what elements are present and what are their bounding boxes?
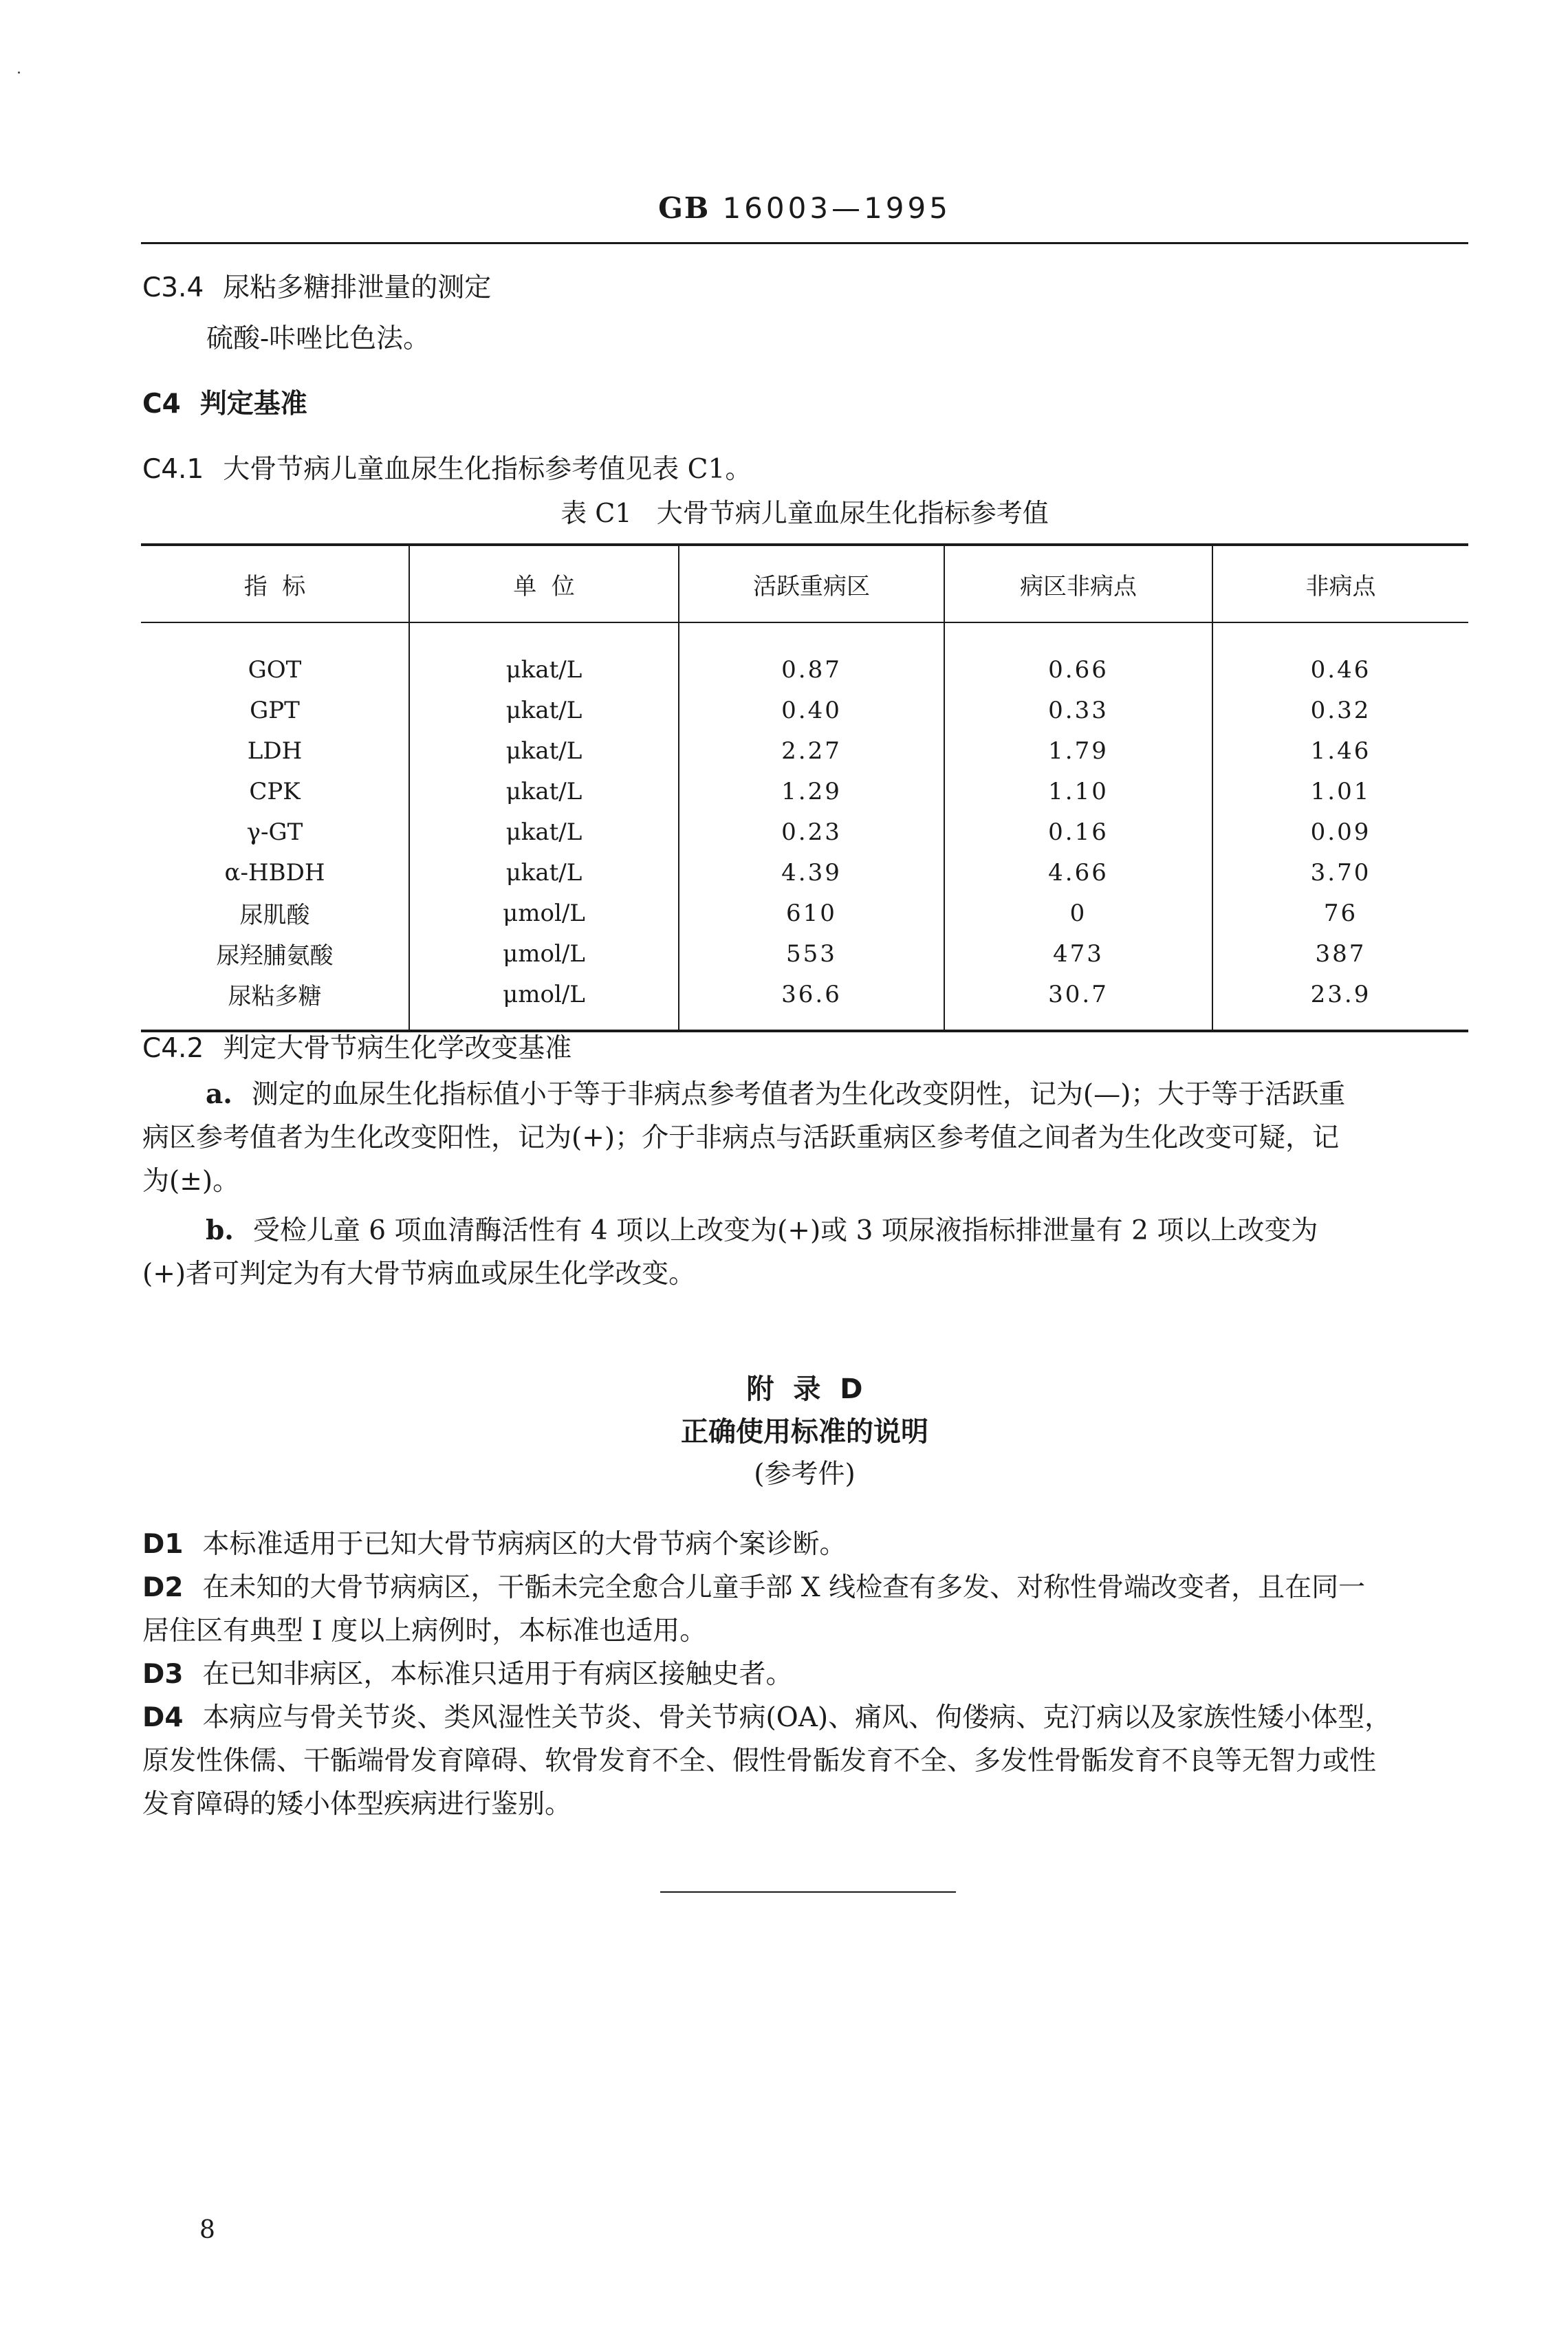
item-line: 原发性侏儒、干骺端骨发育障碍、软骨发育不全、假性骨骺发育不全、多发性骨骺发育不良等无智力或性 (142, 1746, 1377, 1776)
item-d4 (142, 1696, 1470, 1739)
section-number: C4.2 (142, 1033, 204, 1064)
cell-value: 0.32 (1212, 690, 1468, 730)
item-label: a. (206, 1078, 232, 1110)
cell-value: 4.66 (944, 852, 1212, 893)
item-number: D4 (142, 1702, 184, 1733)
section-title: 判定大骨节病生化学改变基准 (223, 1033, 572, 1064)
cell-indicator: γ-GT (246, 818, 303, 846)
table-row (141, 622, 1468, 690)
cell-value: 473 (944, 933, 1212, 974)
table-row (141, 812, 1468, 852)
item-line: 测定的血尿生化指标值小于等于非病点参考值者为生化改变阴性，记为(—)；大于等于活跃重 (251, 1079, 1346, 1110)
criterion-a (142, 1073, 1470, 1203)
cell-value: 0.40 (679, 690, 944, 730)
reference-values-table (141, 543, 1468, 1032)
appendix-title: 附 录 D (746, 1373, 863, 1405)
item-d2 (142, 1566, 1470, 1609)
header-rule (141, 242, 1468, 244)
cell-indicator: GPT (250, 696, 300, 724)
item-line: 发育障碍的矮小体型疾病进行鉴别。 (142, 1789, 572, 1820)
item-d1 (142, 1523, 1470, 1566)
table-row (141, 690, 1468, 730)
header-nonendemic-point: 非病点 (1212, 545, 1468, 622)
cell-value: 2.27 (679, 730, 944, 771)
cell-indicator: 尿肌酸 (239, 902, 310, 929)
item-number: D1 (142, 1529, 184, 1560)
section-text: 大骨节病儿童血尿生化指标参考值见表 C1。 (223, 454, 752, 485)
cell-value: 23.9 (1212, 974, 1468, 1031)
cell-value: 0.09 (1212, 812, 1468, 852)
cell-value: 0.66 (944, 622, 1212, 690)
criterion-b (142, 1209, 1470, 1296)
table-row (141, 974, 1468, 1031)
cell-value: 0.33 (944, 690, 1212, 730)
item-number: D3 (142, 1659, 184, 1690)
item-d3 (142, 1653, 1470, 1696)
section-c4-1 (142, 454, 752, 486)
item-text: 本病应与骨关节炎、类风湿性关节炎、骨关节病(OA)、痛风、佝偻病、克汀病以及家族性矮小体型， (202, 1702, 1392, 1733)
item-line: 居住区有典型 Ⅰ 度以上病例时，本标准也适用。 (142, 1616, 707, 1646)
cell-unit: μkat/L (409, 812, 679, 852)
section-number: C3.4 (142, 272, 204, 303)
table-row (141, 933, 1468, 974)
header-prefix: GB (658, 191, 710, 225)
item-text: 本标准适用于已知大骨节病病区的大骨节病个案诊断。 (202, 1529, 847, 1560)
cell-indicator: 尿粘多糖 (141, 974, 409, 1031)
cell-value: 1.10 (944, 771, 1212, 812)
appendix-subtitle: 正确使用标准的说明 (681, 1416, 928, 1448)
cell-value: 76 (1212, 893, 1468, 933)
cell-indicator: GOT (248, 655, 302, 684)
cell-value: 387 (1212, 933, 1468, 974)
item-line: 为(±)。 (142, 1166, 240, 1197)
header-indicator: 指 标 (141, 545, 409, 622)
section-number: C4 (142, 389, 181, 420)
cell-value: 1.29 (679, 771, 944, 812)
header-unit: 单 位 (409, 545, 679, 622)
cell-indicator: CPK (249, 777, 301, 805)
cell-value: 1.01 (1212, 771, 1468, 812)
cell-value: 553 (679, 933, 944, 974)
c3-4-text: 硫酸-咔唑比色法。 (206, 323, 431, 354)
section-title: 尿粘多糖排泄量的测定 (223, 272, 492, 303)
cell-value: 0.87 (679, 622, 944, 690)
page-number: 8 (199, 2216, 215, 2244)
table-row (141, 771, 1468, 812)
cell-unit: μkat/L (409, 622, 679, 690)
appendix-note: (参考件) (754, 1459, 856, 1490)
cell-indicator: LDH (247, 737, 303, 765)
cell-value: 0.46 (1212, 622, 1468, 690)
table-caption: 表 C1 大骨节病儿童血尿生化指标参考值 (560, 498, 1049, 528)
cell-unit: μmol/L (409, 933, 679, 974)
cell-value: 36.6 (679, 974, 944, 1031)
end-rule (660, 1891, 956, 1893)
cell-value: 0 (944, 893, 1212, 933)
cell-value: 30.7 (944, 974, 1212, 1031)
section-title: 判定基准 (199, 389, 307, 420)
item-text: 在已知非病区，本标准只适用于有病区接触史者。 (202, 1659, 793, 1690)
item-number: D2 (142, 1572, 184, 1603)
cell-unit: μkat/L (409, 771, 679, 812)
item-text: 在未知的大骨节病病区，干骺未完全愈合儿童手部 X 线检查有多发、对称性骨端改变者，且在同一 (202, 1572, 1366, 1603)
cell-value: 0.16 (944, 812, 1212, 852)
section-c3-4 (142, 272, 491, 305)
cell-unit: μkat/L (409, 730, 679, 771)
item-label: b. (206, 1215, 234, 1246)
header-active-severe-area: 活跃重病区 (679, 545, 944, 622)
cell-unit: μkat/L (409, 690, 679, 730)
table-row (141, 852, 1468, 893)
cell-indicator: α-HBDH (224, 858, 325, 887)
item-line: 病区参考值者为生化改变阳性，记为(+)；介于非病点与活跃重病区参考值之间者为生化改变可疑，记 (142, 1122, 1340, 1153)
cell-unit: μmol/L (409, 974, 679, 1031)
header-endemic-nonendemic-point: 病区非病点 (944, 545, 1212, 622)
cell-value: 1.79 (944, 730, 1212, 771)
item-line: 受检儿童 6 项血清酶活性有 4 项以上改变为(+)或 3 项尿液指标排泄量有 2 项以上改变为 (252, 1215, 1318, 1246)
cell-indicator: 尿羟脯氨酸 (216, 942, 334, 970)
cell-value: 0.23 (679, 812, 944, 852)
cell-unit: μkat/L (409, 852, 679, 893)
scan-speck (18, 72, 20, 74)
table-header-row (141, 545, 1468, 622)
table-row (141, 730, 1468, 771)
header-code: 16003—1995 (722, 191, 951, 225)
item-line: (+)者可判定为有大骨节病血或尿生化学改变。 (142, 1259, 696, 1290)
cell-value: 610 (679, 893, 944, 933)
section-c4-2 (142, 1033, 571, 1065)
section-c4 (142, 388, 307, 421)
appendix-d-items (142, 1523, 1470, 1826)
cell-value: 4.39 (679, 852, 944, 893)
table-row (141, 893, 1468, 933)
page-header (141, 191, 1468, 225)
cell-value: 3.70 (1212, 852, 1468, 893)
cell-value: 1.46 (1212, 730, 1468, 771)
section-number: C4.1 (142, 454, 204, 485)
cell-unit: μmol/L (409, 893, 679, 933)
